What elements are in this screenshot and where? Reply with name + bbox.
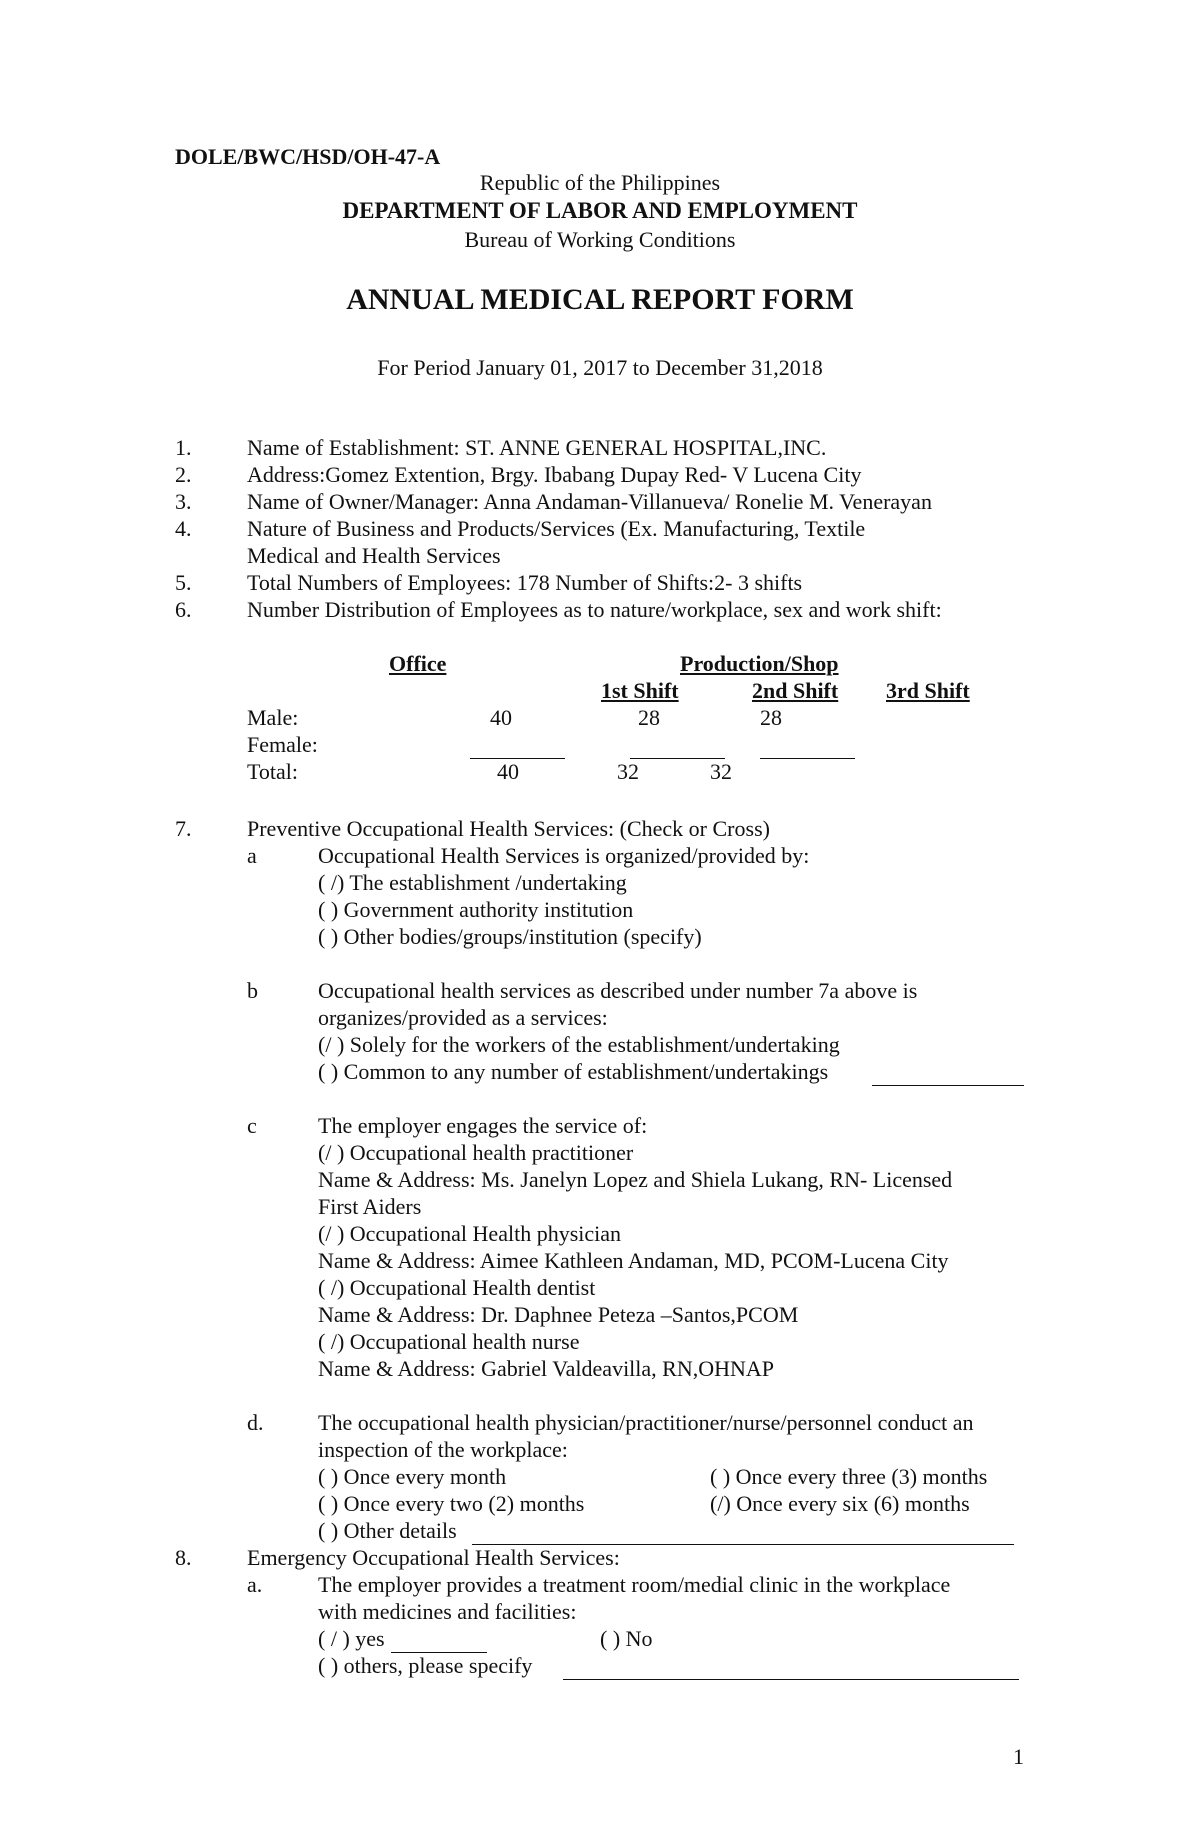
bureau-name: Bureau of Working Conditions: [464, 227, 736, 252]
checkbox-option: ( ) Other bodies/groups/institution (specify): [318, 924, 702, 949]
subitem-letter: b: [247, 978, 258, 1003]
item-number: 2.: [175, 462, 192, 487]
shift2-header: 2nd Shift: [752, 678, 839, 703]
establishment-address: Address:Gomez Extention, Brgy. Ibabang Dupay Red- V Lucena City: [247, 462, 862, 487]
checkbox-option: ( ) Once every month: [318, 1464, 507, 1489]
item-number: 5.: [175, 570, 192, 595]
checkbox-option: (/ ) Occupational health practitioner: [318, 1140, 634, 1165]
checkbox-option: ( /) Occupational health nurse: [318, 1329, 580, 1354]
total-label: Total:: [247, 759, 299, 784]
item-number: 3.: [175, 489, 192, 514]
section7c-text: The employer engages the service of:: [318, 1113, 648, 1138]
item-number: 7.: [175, 816, 192, 841]
checkbox-option: ( ) Once every two (2) months: [318, 1491, 585, 1516]
section7b-text: Occupational health services as described under number 7a above is: [318, 978, 918, 1003]
checkbox-option: (/ ) Occupational Health physician: [318, 1221, 622, 1246]
total-employees: Total Numbers of Employees: 178 Number of Shifts:2- 3 shifts: [247, 570, 803, 595]
establishment-name: Name of Establishment: ST. ANNE GENERAL HOSPITAL,INC.: [247, 435, 827, 460]
provider-name-address: First Aiders: [318, 1194, 422, 1219]
checkbox-option: ( /) The establishment /undertaking: [318, 870, 627, 895]
section8a-text: with medicines and facilities:: [318, 1599, 577, 1624]
subitem-letter: a.: [247, 1572, 263, 1597]
item-number: 8.: [175, 1545, 192, 1570]
office-header: Office: [389, 651, 447, 676]
section8a-text: The employer provides a treatment room/medial clinic in the workplace: [318, 1572, 951, 1597]
total-shift1-value: 32: [617, 759, 639, 784]
provider-name-address: Name & Address: Aimee Kathleen Andaman, MD, PCOM-Lucena City: [318, 1248, 949, 1273]
shift1-header: 1st Shift: [601, 678, 679, 703]
republic-line: Republic of the Philippines: [479, 170, 721, 195]
checkbox-option: ( ) Government authority institution: [318, 897, 634, 922]
male-shift2-value: 28: [760, 705, 782, 730]
male-label: Male:: [247, 705, 299, 730]
production-header: Production/Shop: [680, 651, 839, 676]
female-label: Female:: [247, 732, 318, 757]
nature-of-business-value: Medical and Health Services: [247, 543, 501, 568]
provider-name-address: Name & Address: Ms. Janelyn Lopez and Shiela Lukang, RN- Licensed: [318, 1167, 953, 1192]
section7d-text: The occupational health physician/practitioner/nurse/personnel conduct an: [318, 1410, 974, 1435]
subitem-letter: c: [247, 1113, 257, 1138]
item-number: 1.: [175, 435, 192, 460]
provider-name-address: Name & Address: Gabriel Valdeavilla, RN,OHNAP: [318, 1356, 775, 1381]
total-shift2-value: 32: [710, 759, 732, 784]
item-number: 4.: [175, 516, 192, 541]
department-name: DEPARTMENT OF LABOR AND EMPLOYMENT: [342, 198, 858, 223]
section8-title: Emergency Occupational Health Services:: [247, 1545, 620, 1570]
provider-name-address: Name & Address: Dr. Daphnee Peteza –Santos,PCOM: [318, 1302, 799, 1327]
subitem-letter: a: [247, 843, 257, 868]
blank-line: [563, 1679, 1019, 1680]
section7a-text: Occupational Health Services is organized/provided by:: [318, 843, 810, 868]
section7d-text: inspection of the workplace:: [318, 1437, 568, 1462]
shift2-total-rule: [760, 758, 855, 759]
section7b-text: organizes/provided as a services:: [318, 1005, 608, 1030]
item-number: 6.: [175, 597, 192, 622]
total-office-value: 40: [497, 759, 519, 784]
blank-line: [872, 1085, 1024, 1086]
page-number: 1: [1013, 1744, 1024, 1769]
checkbox-option: ( / ) yes: [318, 1626, 385, 1651]
distribution-heading: Number Distribution of Employees as to nature/workplace, sex and work shift:: [247, 597, 942, 622]
checkbox-option: (/ ) Solely for the workers of the establishment/undertaking: [318, 1032, 840, 1057]
checkbox-option: ( ) No: [600, 1626, 653, 1651]
checkbox-option: ( ) Other details: [318, 1518, 457, 1543]
report-period: For Period January 01, 2017 to December 31,2018: [377, 355, 823, 380]
checkbox-option: (/) Once every six (6) months: [710, 1491, 970, 1516]
checkbox-option: ( ) Common to any number of establishment/undertakings: [318, 1059, 829, 1084]
shift3-header: 3rd Shift: [886, 678, 970, 703]
owner-manager: Name of Owner/Manager: Anna Andaman-Villanueva/ Ronelie M. Venerayan: [247, 489, 932, 514]
checkbox-option: ( /) Occupational Health dentist: [318, 1275, 596, 1300]
checkbox-option: ( ) Once every three (3) months: [710, 1464, 988, 1489]
checkbox-option: ( ) others, please specify: [318, 1653, 533, 1678]
male-office-value: 40: [490, 705, 512, 730]
section7-title: Preventive Occupational Health Services: (Check or Cross): [247, 816, 770, 841]
page-title: ANNUAL MEDICAL REPORT FORM: [346, 283, 854, 316]
subitem-letter: d.: [247, 1410, 264, 1435]
nature-of-business: Nature of Business and Products/Services (Ex. Manufacturing, Textile: [247, 516, 866, 541]
male-shift1-value: 28: [638, 705, 660, 730]
form-code: DOLE/BWC/HSD/OH-47-A: [175, 144, 441, 169]
